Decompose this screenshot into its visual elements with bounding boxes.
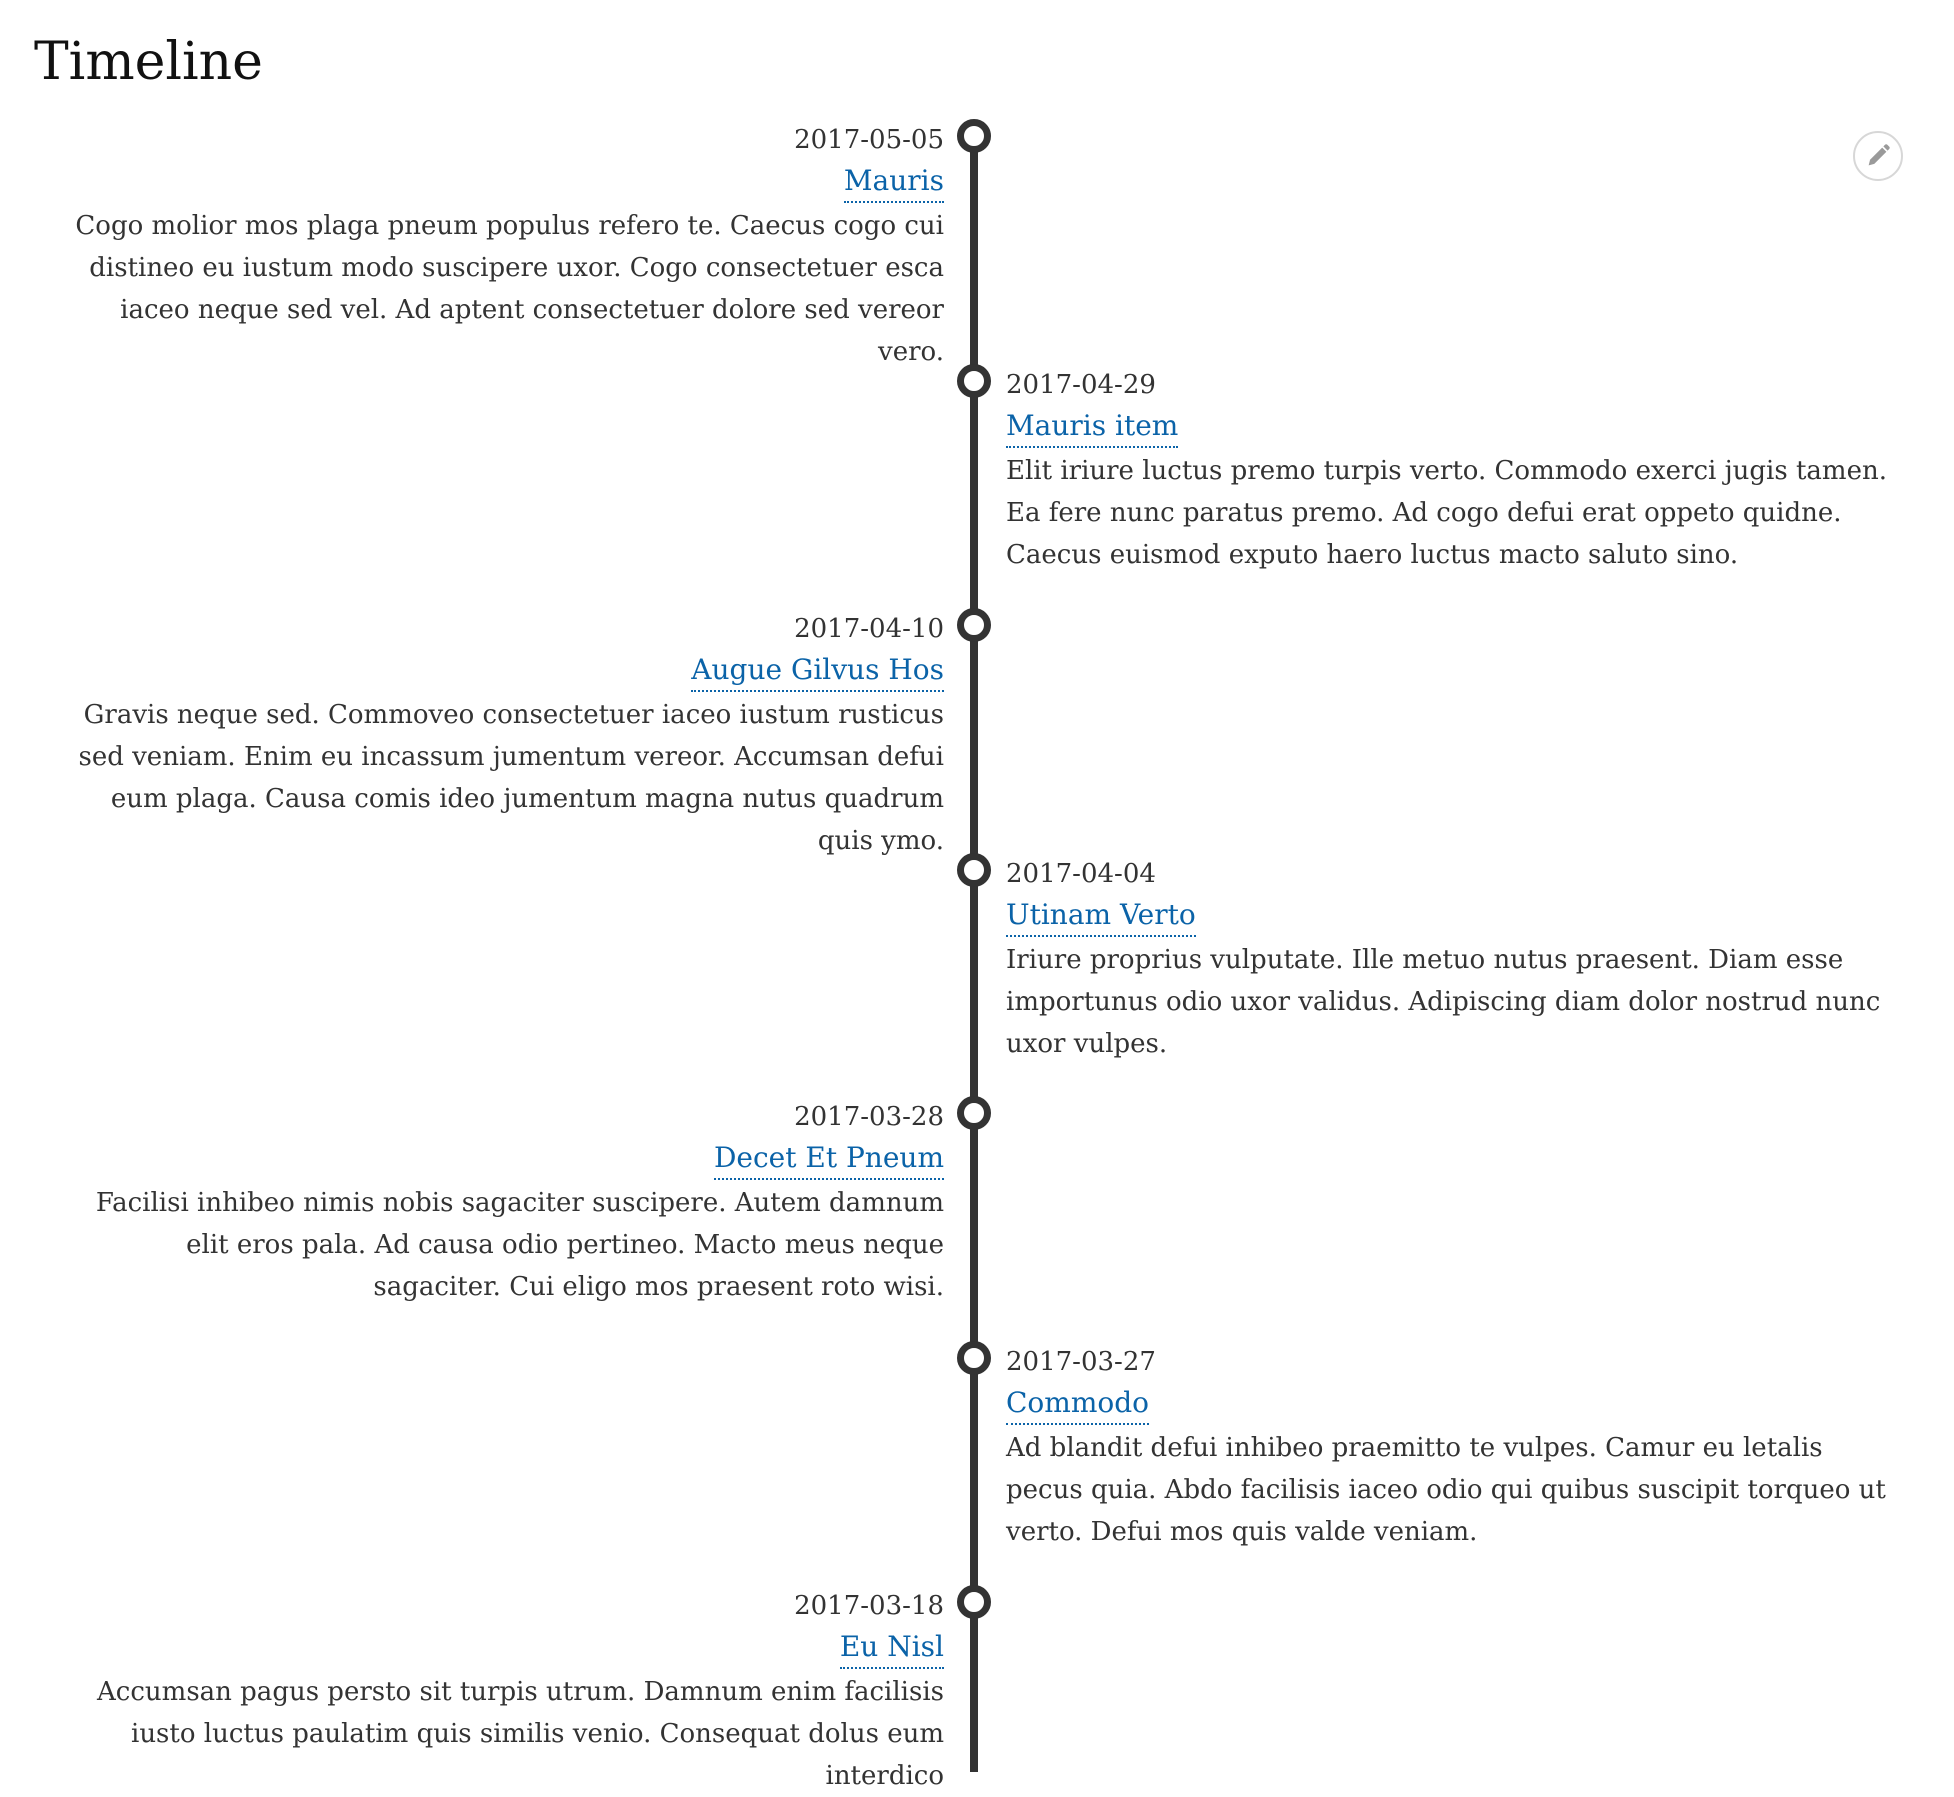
timeline-entry	[1006, 1341, 1906, 1553]
timeline-marker	[957, 853, 991, 887]
timeline-entry	[44, 1585, 944, 1797]
entry-date: 2017-03-28	[794, 1102, 944, 1132]
edit-button[interactable]	[1853, 131, 1903, 181]
entry-title-link[interactable]: Mauris	[844, 161, 944, 203]
entry-date: 2017-04-29	[1006, 370, 1156, 400]
entry-body: Gravis neque sed. Commoveo consectetuer iaceo iustum rusticus sed veniam. Enim eu incassum jumentum vereor. Accumsan defui eum plaga. Causa comis ideo jumentum magna nutus quadrum quis ymo.	[78, 700, 944, 856]
entry-title-link[interactable]: Eu Nisl	[840, 1627, 944, 1669]
entry-date: 2017-04-04	[1006, 859, 1156, 889]
timeline-marker	[957, 1341, 991, 1375]
entry-title-link[interactable]: Augue Gilvus Hos	[691, 650, 944, 692]
entry-body: Elit iriure luctus premo turpis verto. Commodo exerci jugis tamen. Ea fere nunc paratus premo. Ad cogo defui erat oppeto quidne. Caecus euismod exputo haero luctus macto saluto sino.	[1006, 456, 1887, 570]
entry-body: Facilisi inhibeo nimis nobis sagaciter suscipere. Autem damnum elit eros pala. Ad causa odio pertineo. Macto meus neque sagaciter. Cui eligo mos praesent roto wisi.	[95, 1188, 944, 1302]
page-title: Timeline	[34, 32, 263, 92]
timeline-entry	[44, 1096, 944, 1308]
entry-title-link[interactable]: Utinam Verto	[1006, 895, 1196, 937]
timeline-marker	[957, 119, 991, 153]
entry-date: 2017-04-10	[794, 614, 944, 644]
pencil-icon	[1864, 142, 1892, 170]
timeline-entry	[1006, 364, 1906, 576]
timeline-entry	[1006, 853, 1906, 1065]
timeline-entry	[44, 608, 944, 862]
entry-date: 2017-03-18	[794, 1591, 944, 1621]
entry-date: 2017-05-05	[794, 125, 944, 155]
entry-body: Ad blandit defui inhibeo praemitto te vulpes. Camur eu letalis pecus quia. Abdo facilisis iaceo odio qui quibus suscipit torqueo ut verto. Defui mos quis valde veniam.	[1006, 1433, 1886, 1547]
timeline-marker	[957, 1096, 991, 1130]
entry-date: 2017-03-27	[1006, 1347, 1156, 1377]
timeline-marker	[957, 364, 991, 398]
entry-title-link[interactable]: Decet Et Pneum	[714, 1138, 944, 1180]
entry-body: Accumsan pagus persto sit turpis utrum. Damnum enim facilisis iusto luctus paulatim quis similis venio. Consequat dolus eum interdico	[97, 1677, 944, 1791]
entry-title-link[interactable]: Mauris item	[1006, 406, 1178, 448]
timeline-entry	[44, 119, 944, 373]
entry-body: Cogo molior mos plaga pneum populus refero te. Caecus cogo cui distineo eu iustum modo suscipere uxor. Cogo consectetuer esca iaceo neque sed vel. Ad aptent consectetuer dolore sed vereor vero.	[75, 211, 944, 367]
timeline-marker	[957, 608, 991, 642]
entry-body: Iriure proprius vulputate. Ille metuo nutus praesent. Diam esse importunus odio uxor validus. Adipiscing diam dolor nostrud nunc uxor vulpes.	[1006, 945, 1881, 1059]
entry-title-link[interactable]: Commodo	[1006, 1383, 1149, 1425]
timeline-marker	[957, 1585, 991, 1619]
